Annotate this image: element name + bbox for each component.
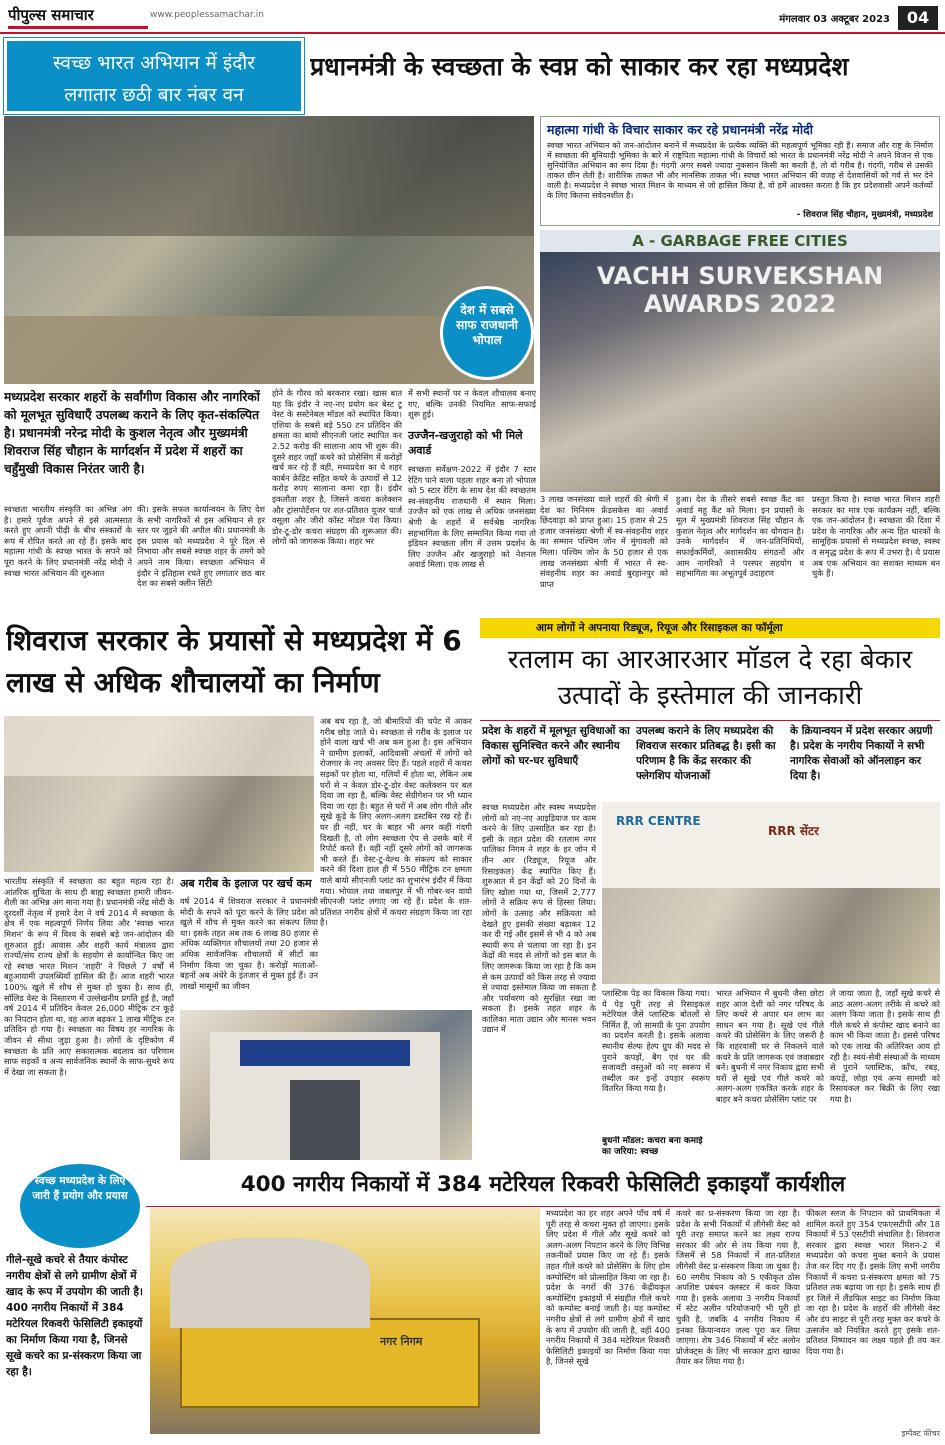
garbage-truck-photo	[150, 1208, 540, 1434]
masthead-rule	[0, 32, 945, 34]
main-headline: प्रधानमंत्री के स्वच्छता के स्वप्न को साकार कर रहा मध्यप्रदेश	[310, 52, 849, 81]
rrr-pull-2: उपलब्ध कराने के लिए मध्यप्रदेश की शिवराज सरकार प्रतिबद्ध है। इसी का परिणाम है कि केंद्र सरकार की फ्लेगशिप योजनाओं	[636, 725, 776, 782]
ujjain-subheading: उज्जैन-खजुराहो को भी मिले अवार्ड	[408, 429, 523, 457]
sweep-bg-shape	[4, 716, 314, 776]
impact-feature-credit: इम्पैक्ट फीचर	[901, 1429, 940, 1438]
rrr-kicker-text: आम लोगों ने अपनाया रिड्यूज, रियूज और रिसाइकल का फॉर्मूला	[536, 622, 783, 634]
toilets-col-left: भारतीय संस्कृति में स्वच्छता का बहुत महत्व रहा है। आंतरिक शुचिता के साथ ही बाह्य स्वच्छता हमारी जीवन-शैली का अभिन्न अंग माना गया है। प्रधानमंत्री नरेंद्र मोदी के दूरदर्शी नेतृत्व में हमारे देश ने वर्ष 2014 में स्वच्छता के क्षेत्र में एक महत्वपूर्ण निर्णय लिया और 'स्वच्छ भारत मिशन' के रूप में विश्व के सबसे बड़े जन-आंदोलन की शुरुआत हुई। आवास और शहरी कार्य मंत्रालय द्वारा राज्यों/संघ राज्य क्षेत्रों के सहयोग से कार्यान्वित किए जा रहे स्वच्छ भारत मिशन 'शहरी' ने पिछले 7 वर्षों में बहुआयामी उपलब्धियाँ हासिल की हैं। आज शहरी भारत 100% खुले में शौच से मुक्त हो चुका है। साथ ही, सॉलिड वेस्ट के निस्तारण में उल्लेखनीय प्रगति हुई है, जहाँ वर्ष 2014 में प्रतिदिन केवल 26,000 मीट्रिक टन कूड़े का निपटान होता था, वह आज बढ़कर 1 लाख मीट्रिक टन प्रतिदिन हो गया है। स्वच्छता का विषय हर नागरिक के जीवन से सीधा जुड़ा हुआ है। लोगों के दृष्टिकोण में स्वच्छता के प्रति आए सकारात्मक बदलाव का परिणाम साफ सड़कों व अन्य सार्वजनिक स्थानों के साफ-सुथरे रूप में देखा जा सकता है।	[4, 876, 174, 1077]
award-ceremony-photo	[540, 230, 940, 492]
article-col-2: की। इसके सफल कार्यान्वयन के लिए देश के सभी नागरिकों से इस अभियान से हर स्तर पर जुड़ने की अपील की। प्रधानमंत्री के इस प्रयास को मध्यप्रदेश ने पूरे दिल से निभाया और सबसे स्वच्छ शहर के तमगे को अपने नाम किया। स्वच्छता अभियान में इंदौर ने इतिहास रचते हुए लगातार छठ बार देश का सबसे क्लीन सिटी	[137, 504, 265, 589]
toilets-col-mid: वर्ष 2014 में शिवराज सरकार ने प्रधानमंत्री मोदी के सपने को पूरा करने के लिए प्रदेश को खुले में शौच से मुक्त करने का संकल्प लिया था। इसके तहत अब तक 6 लाख 80 हजार से अधिक व्यक्तिगत शौचालयों तथा 20 हजार से अधिक सार्वजनिक शौचालयों में सीटों का निर्माण किया जा चुका है। करोड़ों माताओं-बहनों अब अंधेरे के इंतजार से मुक्त हुई हैं। उन लाखों मासूमों का जीवन	[180, 896, 318, 991]
article-col-4b: स्वच्छता सर्वेक्षण-2022 में इंदौर 7 स्टार रेटिंग पाने वाला पहला शहर बना तो भोपाल को 5 स्टार रेटिंग के साथ देश की स्वच्छतम स्व-संवहनीय राजधानी में स्थान मिला। उज्जैन को एक लाख से अधिक जनसंख्या श्रेणी के शहरों में सर्वश्रेष्ठ नागरिक सहभागिता के लिए सम्मानित किया गया तो इंडियन स्वच्छता लीग में उत्तम प्रदर्शन के लिए उज्जैन और खजुराहो को नेशनल अवार्ड मिला। एक लाख से	[408, 464, 536, 570]
article-col-1: स्वच्छता भारतीय संस्कृति का अभिन्न अंग है। हमारे पूर्वज अपने से इसे आत्मसात करते हुए अपनी पीढ़ी के बीच संस्कारों के रूप में रोपित करते आ रहे हैं। इसके बाद महात्मा गांधी के स्वच्छ भारत के सपने को पूरा करने के लिए प्रधानमंत्री नरेंद्र मोदी ने स्वच्छ भारत अभियान की शुरुआत	[4, 504, 132, 578]
masthead-date: मंगलवार 03 अक्टूबर 2023	[779, 14, 890, 25]
rrr-col-1: स्वच्छ मध्यप्रदेश और स्वस्थ मध्यप्रदेश लोगों को नए-नए आइडियाज पर काम करने के लिए उत्साहित कर रहा है। इसी के तहत प्रदेश की रतलाम नगर पालिका निगम ने शहर के हर जोन में तीन आर (रिड्यूज, रियूज और रिसाइकल) केंद्र स्थापित किए हैं। शुरुआत में इन केंद्रों को 20 दिनों के लिए खोला गया था, जिसमें 2,777 लोगों ने सक्रिय रूप से हिस्सा लिया। लोगों के उत्साह और सक्रियता को देखते हुए इसकी संख्या बढ़ाकर 12 कर दी गई और इसमें से भी 4 को अब स्थायी रूप से चलाया जा रहा है। इन केंद्रों की मदद से लोगों को इस बात के लिए जागरूक किया जा रहा है कि कम से कम उत्पादों को किस तरह से ज्यादा से ज्यादा इस्तेमाल किया जा सकता है और पर्यावरण को सुरक्षित रखा जा सकता है। इसके तहत शहर के कालिका माता उद्यान और मानस भवन उद्यान में	[482, 802, 596, 1035]
rrr-pull-3: के क्रियान्वयन में प्रदेश सरकार अग्रणी है। प्रदेश के नगरीय निकायों ने सभी नागरिक सेवाओं को ऑनलाइन कर दिया है।	[790, 725, 933, 782]
sweeping-photo	[4, 716, 314, 872]
article-col-4: में सभी स्थानों पर न केवल शौचालय बनाए गए, बल्कि उनकी नियमित साफ-सफाई शुरू हुई।	[408, 388, 536, 420]
lead-paragraph: मध्यप्रदेश सरकार शहरों के सर्वांगीण विकास और नागरिकों को मूलभूत सुविधाएँ उपलब्ध कराने के लिए कृत-संकल्पित है। प्रधानमंत्री नरेन्द्र मोदी के कुशल नेतृत्व और मुख्यमंत्री शिवराज सिंह चौहान के मार्गदर्शन में प्रदेश में शहरों का चहुँमुखी विकास निरंतर जारी है।	[4, 390, 260, 476]
indore-banner-line2: लगातार छठी बार नंबर वन	[64, 84, 244, 106]
toilets-col-top: अब बच रहा है, जो बीमारियों की चपेट में आकर गरीब छोड़ जाते थे। स्वच्छता से गरीब के इलाज पर होने वाला खर्च भी अब कम हुआ है। इस अभियान ने ग्रामीण इलाकों, आदिवासी अंचलों में लोगों को रोजगार के नए अवसर दिए हैं। पहले शहरों में कचरा सड़कों पर होता था, गलियों में होता था, लेकिन अब घरों से न केवल डोर-टू-डोर वेस्ट कलेक्शन पर बल दिया जा रहा है, बल्कि वेस्ट सेग्रीगेशन पर भी ध्यान दिया जा रहा है। बहुत से घरों में अब लोग गीले और सूखे कूड़े के लिए अलग-अलग डस्टबिन रख रहे हैं। घर ही नहीं, घर के बाहर भी अगर कहीं गंदगी दिखती है, तो लोग स्वच्छता ऐप से उसके बारे में रिपोर्ट करते हैं। वहीं नहीं दूसरे लोगों को जागरूक भी करते हैं। वेस्ट-टू-वेल्थ के संकल्प को साकार करने की दिशा हाल ही में 550 मीट्रिक टन क्षमता वाले बायो सीएनजी प्लांट का शुभारंभ इंदौर में किया गया। भोपाल तथा जबलपुर में भी गोबर-धन वायो सीएनजी प्लांट लगाए जा रहे हैं। प्रदेश के शत-प्रतिशत नगरीय क्षेत्रों में कचरा संग्रहण किया जा रहा है।	[320, 716, 472, 928]
mrf-rule	[146, 1206, 940, 1207]
masthead-url: www.peoplessamachar.in	[150, 10, 264, 20]
mrf-col-3: फीकल स्लज के निपटान को प्राथमिकता में शामिल करते हुए 354 एफएसटीपी और 18 निकायों में 53 एसटीपी संचालित है। शिवराज सरकार द्वारा स्वच्छ भारत मिशन-2 में मध्यप्रदेश को कचरा मुक्त बनाने के प्रयास तेज कर दिए गए हैं। इसके लिए सभी नगरीय निकायों में कचरा प्र-संस्करण क्षमता को 75 प्रतिशत तक बढ़ाया जा रहा है। इसके साथ ही हर जिले में लैंडफिल साइट का निर्माण किया जा रहा है। प्रदेश के शहरों की लीगेसी वेस्ट और डंप साइट से पूरी तरह मुक्त कर कचरे के उत्सर्जन को नियंत्रित करते हुए इसके शत-प्रतिशत निष्पादन का लक्ष्य पहले ही तय कर दिया गया है।	[806, 1208, 940, 1356]
award-banner-text: A - GARBAGE FREE CITIES	[632, 232, 848, 250]
rrr-sign-text-2: RRR सेंटर	[768, 824, 819, 838]
quote-signature: - शिवराज सिंह चौहान, मुख्यमंत्री, मध्यप्रदेश	[796, 210, 933, 220]
mrf-side-badge-text: स्वच्छ मध्यप्रदेश के लिए जारी हैं प्रयोग और प्रयास	[32, 1175, 128, 1202]
quote-text: स्वच्छ भारत अभियान को जन-आंदोलन बनाने में मध्यप्रदेश के प्रत्येक व्यक्ति की महत्वपूर्ण भूमिका रही है। समाज और राष्ट्र के निर्माण में स्वच्छता की बुनियादी भूमिका के बारे में राष्ट्रपिता महात्मा गांधी के विचारों को भारत के प्रधानमंत्री नरेंद्र मोदी ने अपने विजन से एक सुनियोजित अभियान का रूप दिया है। गंदगी अगर सबसे ज्यादा नुकसान किसी का करती है, तो वो गरीब है। गंदगी, गरीब से उसकी ताकत छीन लेती है। शारीरिक ताकत भी और मानसिक ताकत भी। स्वच्छ भारत अभियान की वजह से देशवासियों को गर्व से भर देने वाली है। मध्यप्रदेश ने स्वच्छ भारत मिशन के माध्यम से जो हासिल किया है, वो हमें आश्वस्त करता है कि हर प्रदेशवासी अपने कर्तव्यों के लिए कितना संवेदनशील है।	[547, 141, 933, 200]
masthead-logo: पीपुल्स समाचार	[8, 5, 148, 29]
article-col-3: होने के गौरव को बरकरार रखा। खास बात यह कि इंदौर ने नए-नए प्रयोग कर बेस्ट टू वेस्ट के सस्टेनेबल मॉडल को स्थापित किया। एशिया के सबसे बड़े 550 टन प्रतिदिन की क्षमता का बायो सीएनजी प्लांट स्थापित कर 2.52 करोड़ की सालाना आय भी शुरू की। दूसरे शहर जहाँ कचरे को प्रोसेसिंग में करोड़ों खर्च कर रहे हैं वहीं, मध्यप्रदेश का ये शहर कार्बन क्रेडिट सहित कचरे के उत्पादों से 12 करोड़ रुपए सालाना कमा रहा है। इंदौर इकलौता शहर है, जिसने कचरा कलेक्शन और ट्रांसपोर्टेशन पर शत-प्रतिशत यूजर चार्ज वसूला और जीरो कॉस्ट मॉडल पेश किया। डोर-टू-डोर कचरा संग्रहण की शुरूआत की। लोगों को जागरूक किया। शहर भर	[272, 388, 402, 547]
waste-pile	[170, 1238, 370, 1328]
mrf-col-2: कचरे का प्र-संस्करण किया जा रहा है। प्रदेश के सभी निकायों में लीगेसी वेस्ट को पूरी तरह समाप्त करने का लक्ष्य राज्य सरकार की ओर से तय किया गया है, जिसमें से 58 निकायों में शत-प्रतिशत लीगेसी वेस्ट प्र-संस्करण किया जा चुका है। 60 नगरीय निकाय को 5 एकीकृत ठोस अपशिष्ट प्रबंधन क्लस्टर में कवर किया गया है। इसके अलावा 3 नगरीय निकायों में स्टेट अलीन परियोजनाएँ भी पूरी हो चुकी है, जबकि 4 नगरीय निकाय में इनका क्रियान्वयन जल्द पूरा कर लिया जाएगा। शेष 346 निकायों में स्टेट अलोन प्रोजेक्ट्स के लिए भी सरकार द्वारा खाका तैयार कर लिया गया है।	[676, 1208, 800, 1367]
crowd-shape	[4, 116, 534, 236]
bhopal-badge-text: देश में सबसे साफ राजधानी भोपाल	[456, 303, 518, 347]
article-col-5: 3 लाख जनसंख्या वाले शहरों की श्रेणी में देश का मिनिमम फ्रेंडसकेस का अवार्ड छिंदवाड़ा को प्राप्त हुआ। 15 हजार से 25 हजार जनसंख्या श्रेणी में स्व-संवहनीय शहर का सम्मान पश्चिम जोन में मुंगावली को मिला। पश्चिम जोन के 50 हजार से एक लाख जनसंख्या श्रेणी में भारत में स्व-संवहनीय शहर का अवार्ड बुरहानपुर को प्राप्त	[540, 494, 668, 589]
indore-banner	[4, 38, 304, 114]
award-banner-text2: VACHH SURVEKSHAN AWARDS 2022	[596, 262, 884, 318]
mrf-side-text: गीले-सूखे कचरे से तैयार कंपोस्ट नगरीय क्षेत्रों से लगे ग्रामीण क्षेत्रों में खाद के रूप में उपयोग की जाती है। 400 नगरीय निकायों में 384 मटेरियल रिकवरी फेसिलिटी इकाइयों का निर्माण किया गया है, जिनसे सूखे कचरे का प्र-संस्करण किया जा रहा है।	[6, 1254, 143, 1378]
bhopal-badge	[440, 286, 534, 380]
poor-treatment-subheading: अब गरीब के इलाज पर खर्च कम	[180, 877, 312, 890]
indore-banner-line1: स्वच्छ भारत अभियान में इंदौर	[52, 52, 256, 74]
municipal-building-photo	[180, 1010, 472, 1160]
truck-body	[180, 1318, 480, 1408]
rrr-headline: रतलाम का आरआरआर मॉडल दे रहा बेकार उत्पादों के इस्तेमाल की जानकारी	[507, 645, 913, 711]
mrf-col-1: मध्यप्रदेश का हर शहर अपने पाँच वर्ष में पूरी तरह से कचरा मुक्त हो जाएगा। इसके लिए प्रदेश में गीले और सूखे कचरे को अलग-अलग निपटान करने के लिए विभिन्न तकनीकों प्रयास किए जा रहे हैं। इसके तहत गीले कचरे को प्रोसेसिंग के लिए होम कम्पोस्टिंग को प्रोत्साहित किया जा रहा है। प्रदेश के नगरों की 376 केंद्रीयकृत कम्पोस्टिंग इकाइयों में संग्रहीत गीले कचरे को कम्पोस्ट बनाई जाती है। यह कम्पोस्ट नगरीय क्षेत्रों से लगे ग्रामीण क्षेत्रों में खाद के रूप में उपयोग की जाती है, वहीं 400 नगरीय निकायों में 384 मटेरियल रिकवरी फेसिलिटी इकाइयों का निर्माण किया गया है, जिनसे सूखे	[546, 1208, 670, 1367]
article-col-7: प्रस्तुत किया है। स्वच्छ भारत मिशन शहरी सरकार का मात्र एक कार्यक्रम नहीं, बल्कि एक जन-आंदोलन है। स्वच्छता की दिशा में प्रदेश के नागरिक और अन्य हित धारकों के सामूहिक प्रयासों से मध्यप्रदेश स्वच्छ, स्वस्थ व समृद्ध प्रदेश के रूप में उभरा है। ये प्रयास अब एक अभियान का सशक्त माध्यम बन चुके हैं।	[812, 494, 940, 579]
rrr-col-2: प्लास्टिक पेड़ का विकास किया गया। ये पेड़ पूरी तरह से रिसाइकल मटेरियल जैसे प्लास्टिक बोतलों से निर्मित हैं, जो सामग्री के पुनः उपयोग का प्रदर्शन करती है। इसके अलावा स्थानीय सेल्फ हेल्प ग्रुप की मदद से पुराने कपड़ों, बैग एवं घर की सजावटी वस्तुओं को नए स्वरूप में तब्दील कर इन्हें उपहार स्वरूप वितरित किया गया है।	[602, 988, 710, 1094]
building-door	[290, 1080, 360, 1160]
quote-heading: महात्मा गांधी के विचार साकार कर रहे प्रधानमंत्री नरेंद्र मोदी	[547, 122, 813, 137]
rrr-col-3: भारत अभियान में बुधनी जैसा छोटा शहर आज देशी को नगर परिषद के लिए कचरे से अपार धन लाभ का साधन बन गया है। सूखे एवं गीले कचरे की प्रोसेसिंग के लिए जरूरी है कि शहरवासी घर से निकलने वाले कचरे के प्रति जागरूक एवं जवाबदार बनें। बुधनी में नगर निकाय द्वारा सभी घरों से सूखे एवं गीले कचरे को अलग-अलग एकत्रित करके शहर के बाहर बने कचरा प्रोसेसिंग प्लांट पर	[716, 988, 824, 1104]
toilets-headline: शिवराज सरकार के प्रयासों से मध्यप्रदेश में 6 लाख से अधिक शौचालयों का निर्माण	[6, 624, 462, 699]
quote-box	[540, 116, 940, 226]
mrf-headline: 400 नगरीय निकायों में 384 मटेरियल रिकवरी फेसिलिटी इकाइयाँ कार्यशील	[240, 1172, 846, 1197]
article-col-6: हुआ। देश के तीसरे सबसे स्वच्छ कैंट का अवार्ड महू कैंट को मिला। इन प्रयासों के मूल में मुख्यमंत्री शिवराज सिंह चौहान के कुशल नेतृत्व और मार्गदर्शन का योगदान है। उनके मार्गदर्शन में जन-प्रतिनिधियों, सफाईकर्मियों, अशासकीय संगठनों और आम नागरिकों ने परस्पर सहयोग व सहभागिता का अभूतपूर्व उदाहरण	[676, 494, 804, 579]
rrr-pull-1: प्रदेश के शहरों में मूलभूत सुविधाओं का विकास सुनिश्चित करने और स्थानीय लोगों को घर-घर सुविधाएँ	[482, 725, 630, 767]
rrr-kicker	[480, 618, 940, 638]
budhni-lead: बुधनी मॉडल: कचरा बना कमाई का जरिया: स्वच्छ	[602, 1136, 703, 1157]
rrr-sign-text: RRR CENTRE	[616, 814, 701, 828]
rrr-rule	[480, 720, 940, 721]
truck-label: नगर निगम	[380, 1335, 423, 1348]
mrf-side-badge	[20, 1164, 140, 1248]
rrr-centre-photo	[602, 802, 940, 984]
building-signboard	[240, 1040, 410, 1066]
page-number: 04	[898, 6, 938, 30]
rrr-col-4: ले जाया जाता है, जहाँ सूखे कचरे से आठ अलग-अलग तरीके से कचरे को अलग किया जाता है। इसके साथ ही गीले कचरे से कंपोस्ट खाद बनाने का काम भी किया जाता है। इससे परिषद को एक लाख की अतिरिक्त आय हो रही है। स्वयं-सेवी संस्थाओं के माध्यम से पुराने प्लास्टिक, काँच, रबड़, कपड़ें, लोहा एवं अन्य सामग्री को रिसायकल कर बिक्री के लिए रखा गया है।	[830, 988, 940, 1104]
masthead	[0, 0, 945, 34]
